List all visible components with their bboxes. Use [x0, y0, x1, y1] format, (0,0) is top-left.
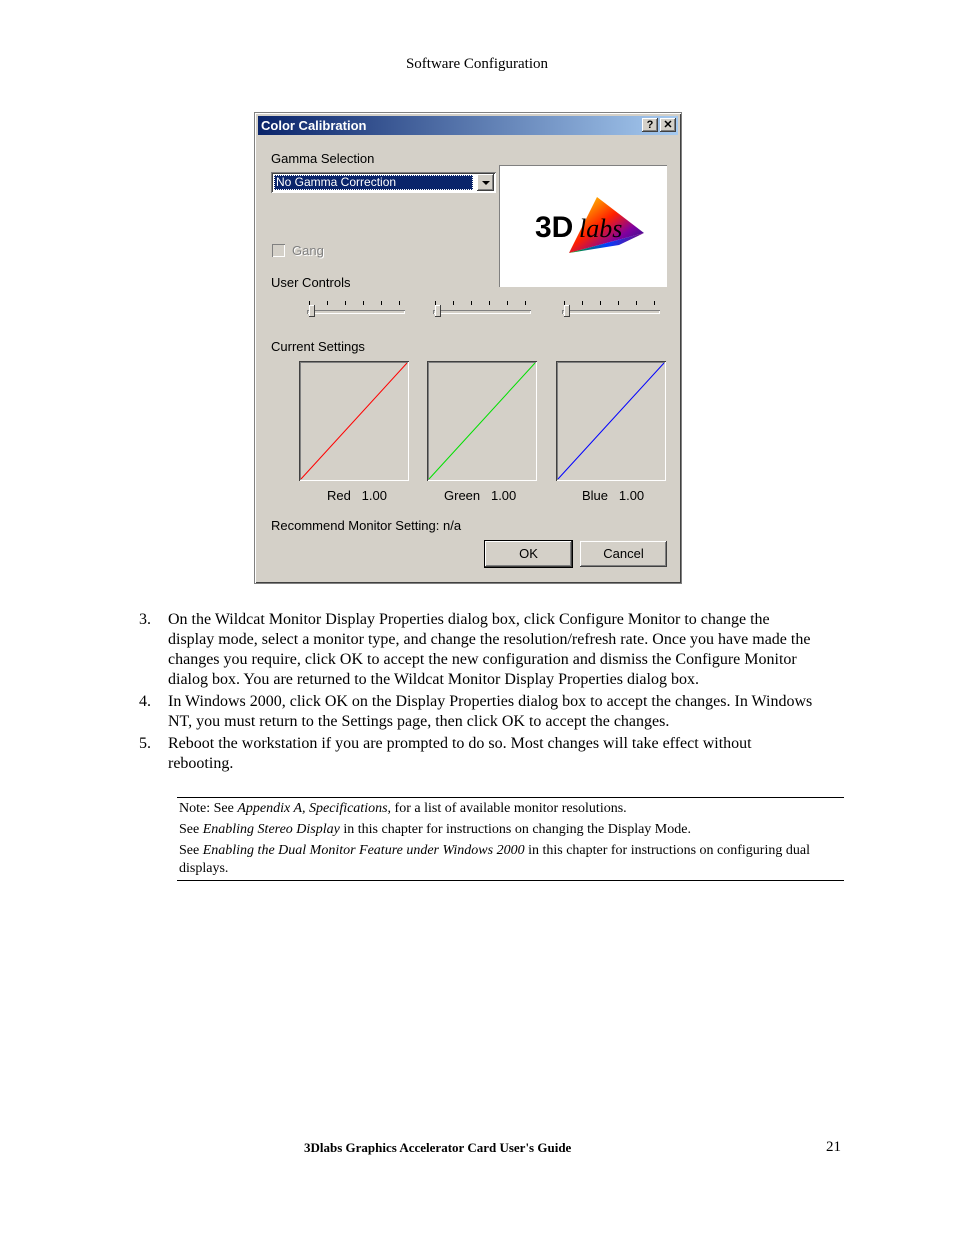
list-item — [139, 734, 819, 774]
step-text: On the Wildcat Monitor Display Properties dialog box, click Configure Monitor to change the display mode, select a monitor type, and change the resolution/refresh rate. Once you have made the changes you require, click OK to accept the new configuration and dismiss the Configure Monitor dialog box. You are returned to the Wildcat Monitor Display Properties dialog box. — [168, 611, 811, 688]
help-icon: ? — [646, 119, 654, 131]
step-text: Reboot the workstation if you are prompted to do so. Most changes will take effect without rebooting. — [168, 735, 752, 772]
green-gamma-curve — [427, 361, 537, 481]
gamma-selection-dropdown[interactable] — [271, 172, 496, 193]
user-controls-label: User Controls — [271, 275, 351, 290]
note-text: Note: See — [179, 801, 238, 816]
recommend-label: Recommend Monitor Setting: — [271, 518, 440, 533]
list-item — [139, 692, 819, 732]
dialog-titlebar — [258, 116, 678, 135]
note-text: See — [179, 843, 203, 858]
recommend-value: n/a — [442, 518, 462, 533]
step-number: 5. — [139, 735, 151, 752]
logo-3d-text: 3D — [535, 211, 574, 244]
instruction-list — [139, 610, 819, 776]
footer-title: 3Dlabs Graphics Accelerator Card User's Guide — [304, 1140, 572, 1155]
note-line — [179, 821, 842, 839]
green-slider-thumb[interactable] — [435, 305, 441, 317]
list-item — [139, 610, 819, 690]
note-text: See — [179, 822, 203, 837]
gamma-selected-value: No Gamma Correction — [274, 175, 473, 190]
note-text: in this chapter for instructions on changing the Display Mode. — [339, 822, 691, 837]
green-slider[interactable] — [433, 301, 533, 321]
note-line — [179, 800, 842, 818]
note-text: , for a list of available monitor resolutions. — [387, 801, 627, 816]
cross-reference: Enabling the Dual Monitor Feature under Windows 2000 — [202, 843, 525, 858]
note-text: in this chapter for instructions on configuring dual displays. — [179, 843, 810, 876]
current-settings-label: Current Settings — [271, 339, 365, 354]
red-slider-thumb[interactable] — [309, 305, 315, 317]
green-value-label: Green 1.00 — [444, 488, 517, 503]
cancel-button[interactable]: Cancel — [580, 541, 667, 567]
note-box — [177, 797, 844, 881]
red-slider[interactable] — [307, 301, 407, 321]
3dlabs-logo — [499, 165, 667, 287]
cross-reference: Enabling Stereo Display — [202, 822, 340, 837]
cross-reference: Appendix A, Specifications — [237, 801, 388, 816]
recommend-setting — [271, 518, 461, 533]
close-button[interactable] — [660, 118, 676, 132]
logo-panel — [499, 165, 667, 287]
note-line — [179, 842, 842, 878]
ok-button[interactable]: OK — [485, 541, 572, 567]
page-header: Software Configuration — [405, 56, 549, 72]
chevron-down-icon[interactable] — [477, 174, 494, 191]
gang-label: Gang — [292, 243, 324, 258]
blue-slider-thumb[interactable] — [564, 305, 570, 317]
gamma-selection-label: Gamma Selection — [271, 151, 375, 166]
logo-labs-text: labs — [579, 214, 623, 243]
step-number: 4. — [139, 693, 151, 710]
help-button[interactable] — [642, 118, 658, 132]
red-value-label: Red 1.00 — [327, 488, 387, 503]
dialog-title: Color Calibration — [261, 118, 367, 133]
red-gamma-curve — [299, 361, 409, 481]
step-text: In Windows 2000, click OK on the Display Properties dialog box to accept the changes. In Windows NT, you must return to the Settings page, then click OK to accept the changes. — [168, 693, 813, 730]
close-icon: ✕ — [663, 119, 673, 131]
blue-slider[interactable] — [562, 301, 662, 321]
gang-checkbox[interactable] — [272, 244, 285, 257]
page-number: 21 — [826, 1139, 841, 1155]
step-number: 3. — [139, 611, 151, 628]
blue-value-label: Blue 1.00 — [582, 488, 645, 503]
blue-gamma-curve — [556, 361, 666, 481]
color-calibration-dialog — [254, 112, 682, 584]
